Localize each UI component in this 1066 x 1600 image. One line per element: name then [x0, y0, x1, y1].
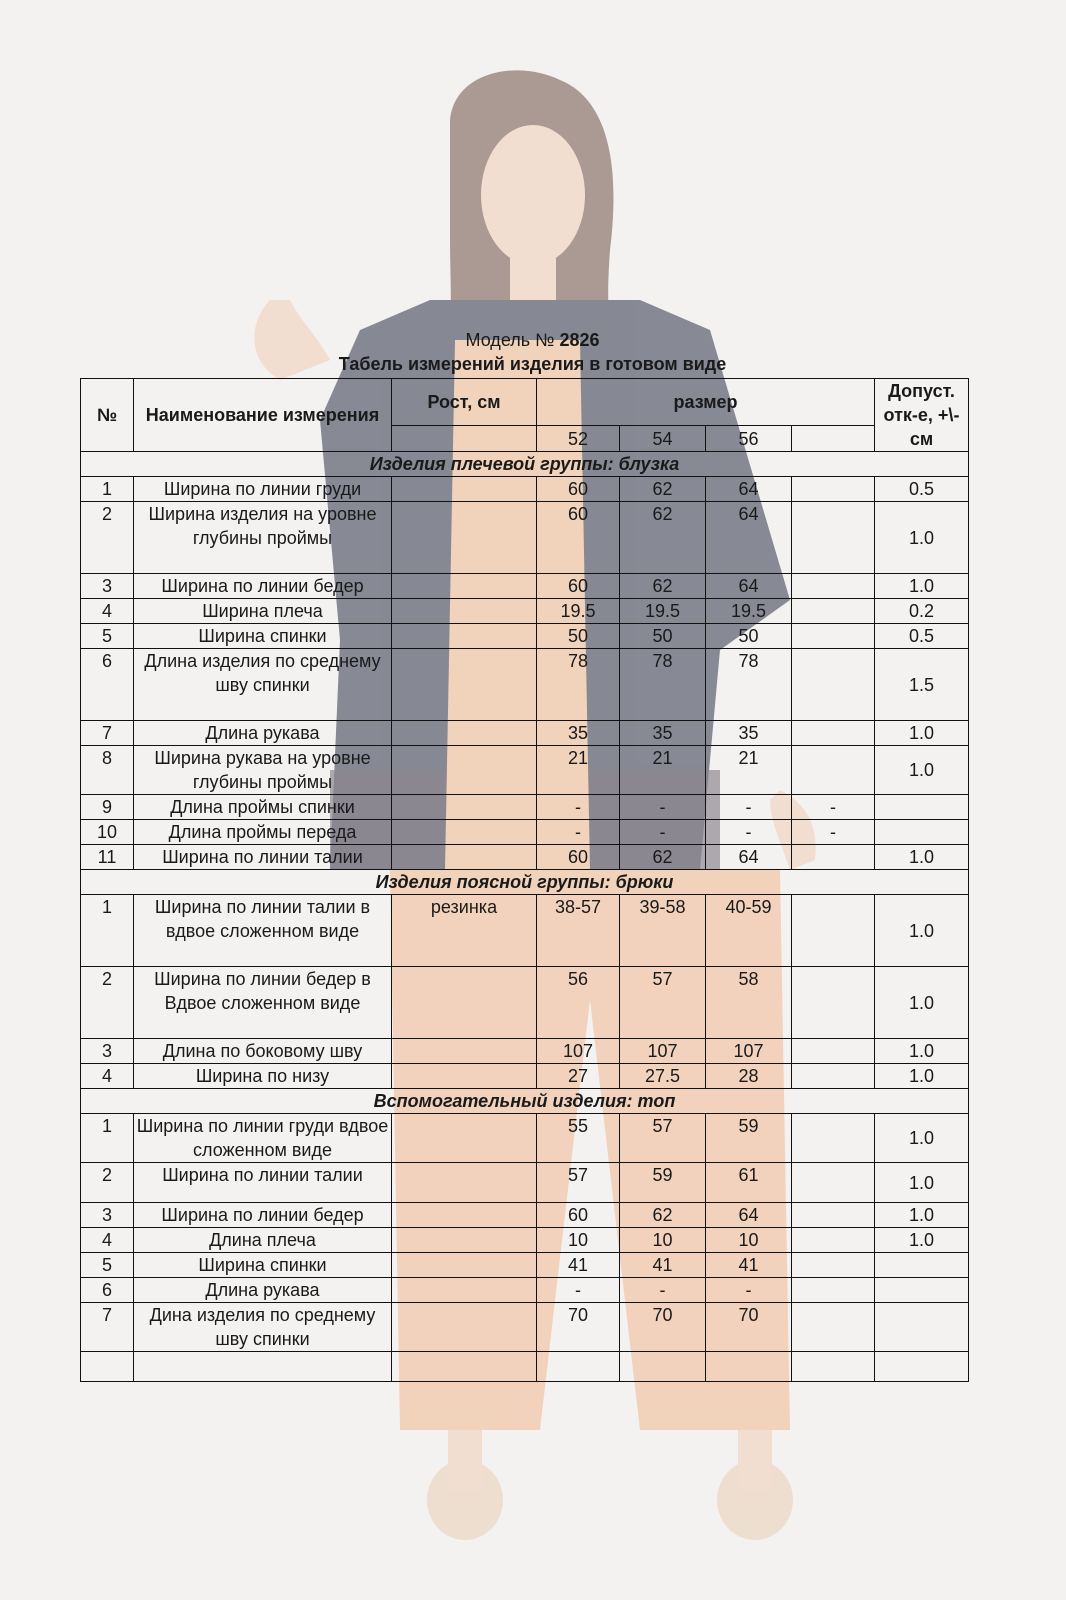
row-number: 3 [81, 1203, 134, 1228]
table-row [81, 967, 969, 1039]
row-value-54: 78 [620, 649, 706, 721]
row-value-54: 57 [620, 1114, 706, 1163]
row-name: Ширина плеча [134, 599, 392, 624]
row-value-56: - [706, 820, 792, 845]
row-tolerance: 1.0 [875, 895, 969, 967]
row-value-extra [792, 845, 875, 870]
section-row [81, 870, 969, 895]
table-row [81, 624, 969, 649]
row-tolerance: 1.0 [875, 1064, 969, 1089]
row-value-56: 35 [706, 721, 792, 746]
row-name: Ширина рукава на уровне глубины проймы [134, 746, 392, 795]
row-value-56: 64 [706, 845, 792, 870]
header-size-extra [792, 426, 875, 452]
row-value-extra [792, 721, 875, 746]
table-row [81, 1228, 969, 1253]
row-value-52: 107 [537, 1039, 620, 1064]
row-number: 6 [81, 1278, 134, 1303]
row-value-52: 55 [537, 1114, 620, 1163]
row-name: Ширина спинки [134, 1253, 392, 1278]
row-tolerance: 1.0 [875, 502, 969, 574]
row-value-54: - [620, 795, 706, 820]
section-title: Изделия плечевой группы: блузка [81, 452, 969, 477]
row-number: 5 [81, 1253, 134, 1278]
row-value-extra [792, 574, 875, 599]
table-row [81, 1303, 969, 1352]
row-name: Длина по боковому шву [134, 1039, 392, 1064]
row-value-extra [792, 1114, 875, 1163]
row-number: 2 [81, 967, 134, 1039]
row-value-54: 107 [620, 1039, 706, 1064]
row-value-56: 41 [706, 1253, 792, 1278]
row-value-56: 64 [706, 1203, 792, 1228]
row-value-52: 35 [537, 721, 620, 746]
row-name: Ширина по линии груди вдвое сложенном виде [134, 1114, 392, 1163]
row-height [392, 502, 537, 574]
row-height [392, 1303, 537, 1352]
row-value-52: 10 [537, 1228, 620, 1253]
row-tolerance [875, 820, 969, 845]
row-name: Длина проймы спинки [134, 795, 392, 820]
row-tolerance: 1.0 [875, 1114, 969, 1163]
row-value-56: 50 [706, 624, 792, 649]
row-number: 6 [81, 649, 134, 721]
row-tolerance: 1.0 [875, 967, 969, 1039]
row-value-52: - [537, 795, 620, 820]
row-value-56: 40-59 [706, 895, 792, 967]
row-height [392, 1228, 537, 1253]
row-value-54: 59 [620, 1163, 706, 1203]
row-tolerance: 0.5 [875, 624, 969, 649]
row-tolerance [875, 1278, 969, 1303]
row-number: 4 [81, 1064, 134, 1089]
row-name: Ширина по линии талии [134, 1163, 392, 1203]
row-value-56: 58 [706, 967, 792, 1039]
row-height [392, 1352, 537, 1382]
row-value-56: 28 [706, 1064, 792, 1089]
row-height: резинка [392, 895, 537, 967]
row-value-54: 39-58 [620, 895, 706, 967]
row-value-extra [792, 1278, 875, 1303]
row-tolerance: 1.5 [875, 649, 969, 721]
row-value-56: 78 [706, 649, 792, 721]
row-name: Ширина по линии груди [134, 477, 392, 502]
table-subtitle: Табель измерений изделия в готовом виде [338, 354, 727, 374]
row-value-extra: - [792, 820, 875, 845]
row-value-extra [792, 1253, 875, 1278]
row-value-extra [792, 1352, 875, 1382]
row-value-52: 78 [537, 649, 620, 721]
row-value-56: 64 [706, 574, 792, 599]
header-height: Рост, см [392, 379, 537, 426]
row-value-52 [537, 1352, 620, 1382]
row-name: Ширина изделия на уровне глубины проймы [134, 502, 392, 574]
row-value-56: 59 [706, 1114, 792, 1163]
row-name: Ширина по линии бедер [134, 1203, 392, 1228]
row-value-extra [792, 1203, 875, 1228]
header-size-54: 54 [620, 426, 706, 452]
model-prefix: Модель № [465, 330, 555, 350]
row-name: Длина проймы переда [134, 820, 392, 845]
row-value-52: 60 [537, 502, 620, 574]
model-title [80, 328, 985, 352]
header-height-blank [392, 426, 537, 452]
row-height [392, 1064, 537, 1089]
row-value-54: 10 [620, 1228, 706, 1253]
row-value-52: 60 [537, 574, 620, 599]
row-value-56: 10 [706, 1228, 792, 1253]
row-tolerance: 0.5 [875, 477, 969, 502]
row-height [392, 1203, 537, 1228]
measurement-table [80, 378, 969, 1382]
row-name: Дина изделия по среднему шву спинки [134, 1303, 392, 1352]
table-row [81, 599, 969, 624]
row-name: Ширина по линии бедер в Вдвое сложенном виде [134, 967, 392, 1039]
row-name: Ширина по низу [134, 1064, 392, 1089]
row-number: 7 [81, 1303, 134, 1352]
row-tolerance: 1.0 [875, 721, 969, 746]
table-row [81, 795, 969, 820]
row-number: 11 [81, 845, 134, 870]
row-number: 1 [81, 477, 134, 502]
row-value-extra [792, 967, 875, 1039]
section-row [81, 452, 969, 477]
row-value-52: 60 [537, 1203, 620, 1228]
row-value-extra [792, 746, 875, 795]
row-value-54 [620, 1352, 706, 1382]
row-name [134, 1352, 392, 1382]
row-name: Длина рукава [134, 1278, 392, 1303]
row-value-54: 21 [620, 746, 706, 795]
row-value-52: - [537, 820, 620, 845]
row-value-52: 50 [537, 624, 620, 649]
row-height [392, 845, 537, 870]
row-value-54: 35 [620, 721, 706, 746]
row-tolerance [875, 1253, 969, 1278]
row-tolerance [875, 795, 969, 820]
table-row [81, 1352, 969, 1382]
table-row [81, 1278, 969, 1303]
row-value-56: - [706, 1278, 792, 1303]
row-tolerance: 1.0 [875, 1163, 969, 1203]
row-height [392, 795, 537, 820]
row-number: 8 [81, 746, 134, 795]
row-value-extra [792, 1228, 875, 1253]
row-tolerance: 1.0 [875, 1203, 969, 1228]
row-value-extra [792, 895, 875, 967]
row-height [392, 1278, 537, 1303]
row-value-52: 38-57 [537, 895, 620, 967]
row-value-54: 19.5 [620, 599, 706, 624]
table-row [81, 820, 969, 845]
header-size-56: 56 [706, 426, 792, 452]
row-height [392, 599, 537, 624]
row-number: 1 [81, 895, 134, 967]
row-number: 9 [81, 795, 134, 820]
row-value-extra: - [792, 795, 875, 820]
row-height [392, 1163, 537, 1203]
row-height [392, 574, 537, 599]
row-name: Ширина по линии бедер [134, 574, 392, 599]
row-number: 7 [81, 721, 134, 746]
section-title: Вспомогательный изделия: топ [81, 1089, 969, 1114]
row-tolerance: 0.2 [875, 599, 969, 624]
row-value-extra [792, 649, 875, 721]
row-height [392, 477, 537, 502]
row-tolerance [875, 1303, 969, 1352]
row-value-52: 27 [537, 1064, 620, 1089]
row-value-extra [792, 502, 875, 574]
header-size: размер [537, 379, 875, 426]
row-number: 5 [81, 624, 134, 649]
row-tolerance: 1.0 [875, 1228, 969, 1253]
row-number: 4 [81, 1228, 134, 1253]
row-value-56: 64 [706, 502, 792, 574]
row-number: 3 [81, 574, 134, 599]
row-value-56: 61 [706, 1163, 792, 1203]
row-value-52: 19.5 [537, 599, 620, 624]
row-value-54: 62 [620, 574, 706, 599]
row-value-54: 62 [620, 845, 706, 870]
row-value-54: 41 [620, 1253, 706, 1278]
row-name: Длина рукава [134, 721, 392, 746]
row-value-56: 64 [706, 477, 792, 502]
section-title: Изделия поясной группы: брюки [81, 870, 969, 895]
row-name: Длина плеча [134, 1228, 392, 1253]
table-body [81, 452, 969, 1382]
row-value-54: 57 [620, 967, 706, 1039]
table-row [81, 721, 969, 746]
table-row [81, 1064, 969, 1089]
row-value-52: 70 [537, 1303, 620, 1352]
row-value-54: 62 [620, 1203, 706, 1228]
row-number: 3 [81, 1039, 134, 1064]
row-value-extra [792, 599, 875, 624]
row-height [392, 721, 537, 746]
row-height [392, 1039, 537, 1064]
row-height [392, 649, 537, 721]
table-row [81, 1163, 969, 1203]
table-row [81, 574, 969, 599]
row-value-54: - [620, 1278, 706, 1303]
row-value-56: 70 [706, 1303, 792, 1352]
row-value-extra [792, 1064, 875, 1089]
row-height [392, 624, 537, 649]
row-name: Длина изделия по среднему шву спинки [134, 649, 392, 721]
row-value-extra [792, 477, 875, 502]
row-height [392, 746, 537, 795]
model-number: 2826 [559, 330, 600, 350]
header-name: Наименование измерения [134, 379, 392, 452]
header-number: № [81, 379, 134, 452]
row-height [392, 1114, 537, 1163]
row-value-extra [792, 1163, 875, 1203]
row-value-56: - [706, 795, 792, 820]
row-value-52: 57 [537, 1163, 620, 1203]
row-value-54: 70 [620, 1303, 706, 1352]
row-tolerance: 1.0 [875, 1039, 969, 1064]
row-name: Ширина по линии талии в вдвое сложенном виде [134, 895, 392, 967]
row-number [81, 1352, 134, 1382]
table-row [81, 895, 969, 967]
row-height [392, 967, 537, 1039]
row-value-52: 60 [537, 845, 620, 870]
header-size-52: 52 [537, 426, 620, 452]
row-value-54: 50 [620, 624, 706, 649]
row-number: 4 [81, 599, 134, 624]
table-row [81, 845, 969, 870]
row-value-56: 21 [706, 746, 792, 795]
table-row [81, 477, 969, 502]
table-row [81, 1203, 969, 1228]
row-value-52: 21 [537, 746, 620, 795]
row-value-54: 62 [620, 477, 706, 502]
row-height [392, 820, 537, 845]
row-number: 2 [81, 502, 134, 574]
row-value-52: 60 [537, 477, 620, 502]
row-value-54: 62 [620, 502, 706, 574]
table-row [81, 502, 969, 574]
row-number: 2 [81, 1163, 134, 1203]
row-number: 1 [81, 1114, 134, 1163]
table-row [81, 1039, 969, 1064]
row-name: Ширина по линии талии [134, 845, 392, 870]
row-value-52: 41 [537, 1253, 620, 1278]
row-value-56: 19.5 [706, 599, 792, 624]
row-number: 10 [81, 820, 134, 845]
section-row [81, 1089, 969, 1114]
row-value-56 [706, 1352, 792, 1382]
row-value-54: - [620, 820, 706, 845]
table-row [81, 649, 969, 721]
header-tolerance: Допуст. отк-е, +\-см [875, 379, 969, 452]
row-value-extra [792, 1303, 875, 1352]
table-row [81, 746, 969, 795]
row-height [392, 1253, 537, 1278]
row-tolerance: 1.0 [875, 574, 969, 599]
row-value-52: 56 [537, 967, 620, 1039]
table-row [81, 1114, 969, 1163]
row-tolerance: 1.0 [875, 746, 969, 795]
row-value-52: - [537, 1278, 620, 1303]
row-value-extra [792, 1039, 875, 1064]
row-value-56: 107 [706, 1039, 792, 1064]
row-tolerance [875, 1352, 969, 1382]
row-value-54: 27.5 [620, 1064, 706, 1089]
row-value-extra [792, 624, 875, 649]
table-row [81, 1253, 969, 1278]
row-name: Ширина спинки [134, 624, 392, 649]
row-tolerance: 1.0 [875, 845, 969, 870]
